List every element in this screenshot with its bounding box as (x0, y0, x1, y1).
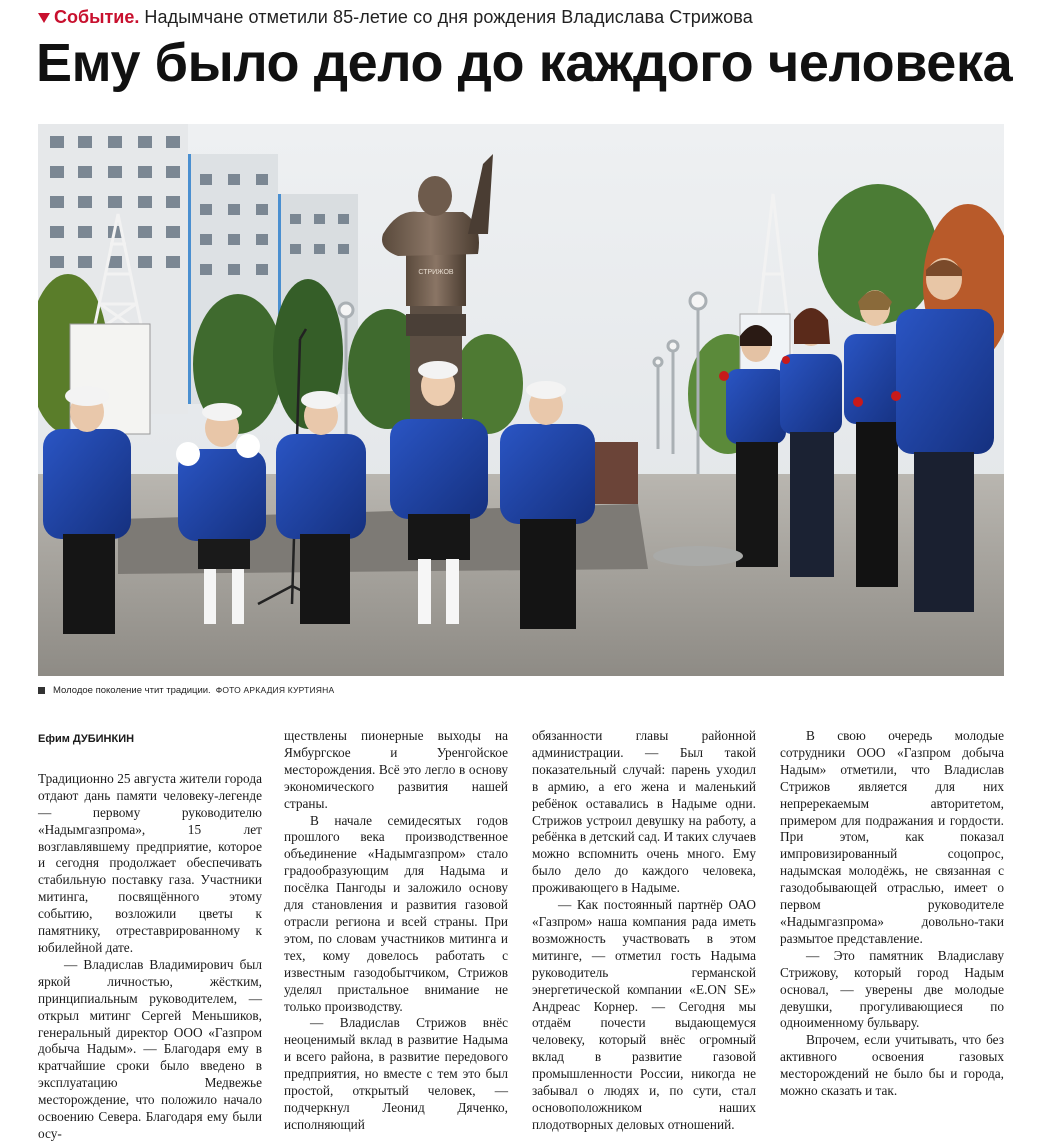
paragraph: — Как постоянный партнёр ОАО «Газпром» наша компания рада иметь возможность участвовать в этом митинге, — отметил гость Надыма руководитель германской энергетической компании «E.ON SE» Андреас Корнер. — Сегодня мы отдаём почести выдающемуся человеку, который внёс огромный вклад в развитие газовой промышленности России, никогда не забывал о людях и, по сути, стал основоположником наших плодотворных деловых отношений. (532, 897, 756, 1132)
article-photo (38, 124, 1004, 676)
caption-text: Молодое поколение чтит традиции. (53, 684, 211, 696)
photo-caption (38, 683, 334, 697)
paragraph: — Владислав Стрижов внёс неоценимый вклад в развитие Надыма и всего района, в развитие передового предприятия, но вместе с тем это был простой, открытый человек, — подчеркнул Леонид Дяченко, исполняющий (284, 1015, 508, 1132)
paragraph: В свою очередь молодые сотрудники ООО «Газпром добыча Надым» отметили, что Владислав Стрижов является для них непререкаемым авторитетом, примером для подражания и гордости. При этом, как показал импровизированный соцопрос, надымская молодёжь, не связанная с газодобывающей отраслью, имеет о первом руководителе «Надымгазпрома» довольно-таки размытое представление. (780, 728, 1004, 946)
rubric-label: Событие. (54, 6, 140, 27)
photo-credit: ФОТО АРКАДИЯ КУРТИЯНА (215, 685, 335, 695)
kicker (38, 5, 753, 29)
article-column-1 (38, 731, 262, 1143)
article-column-4 (780, 728, 1004, 1100)
paragraph: Впрочем, если учитывать, что без активного освоения газовых месторождений не было бы и города, можно сказать и так. (780, 1032, 1004, 1099)
article-column-2 (284, 728, 508, 1134)
paragraph: обязанности главы районной администрации. — Был такой показательный случай: парень уходил в армию, а его жена и маленький ребёнок оставались в Надыме одни. Стрижов устроил девушку на работу, а ребёнка в детский сад. И таких случаев можно вспомнить очень много. Ему было дело до каждого человека, проживающего в Надыме. (532, 728, 756, 896)
square-bullet-icon (38, 687, 45, 694)
monument-plaque: СТРИЖОВ (418, 269, 454, 276)
paragraph: — Владислав Владимирович был яркой личностью, жёстким, принципиальным руководителем, — открыл митинг Сергей Меньшиков, генеральный директор ООО «Газпром добыча Надым». — Благодаря ему в кратчайшие сроки было введено в эксплуатацию Медвежье месторождение, что положило начало освоению Севера. Благодаря ему были осу- (38, 956, 262, 1141)
kicker-subtitle: Надымчане отметили 85-летие со дня рождения Владислава Стрижова (144, 6, 753, 27)
puddle (653, 546, 743, 566)
article-column-3 (532, 728, 756, 1134)
article-headline: Ему было дело до каждого человека (36, 33, 1013, 93)
paragraph: Традиционно 25 августа жители города отдают дань памяти человеку-легенде — первому руководителю «Надымгазпрома», 15 лет возглавлявшему предприятие, которое и сегодня продолжает обеспечивать стабильную поставку газа. Участники митинга, посвящённого этому событию, возложили цветы к памятнику, отреставрированному к юбилейной дате. (38, 770, 262, 955)
byline: Ефим ДУБИНКИН (38, 733, 135, 745)
paragraph: В начале семидесятых годов прошлого века производственное объединение «Надымгазпром» стало градообразующим для Надыма и посёлка Пангоды и заложило основу для становления и развития газовой отрасли региона и всей страны. При этом, по словам участников митинга и тех, кому довелось работать с известным газодобытчиком, Стрижов уделял пристальное внимание не только производству. (284, 812, 508, 1014)
paragraph: ществлены пионерные выходы на Ямбургское и Уренгойское месторождения. Всё это легло в основу экономического развития нашей страны. (284, 728, 508, 811)
triangle-marker-icon (38, 13, 50, 23)
paragraph: — Это памятник Владиславу Стрижову, который город Надым основал, — уверены две молодые девушки, прогуливающиеся по одноименному бульвару. (780, 947, 1004, 1031)
